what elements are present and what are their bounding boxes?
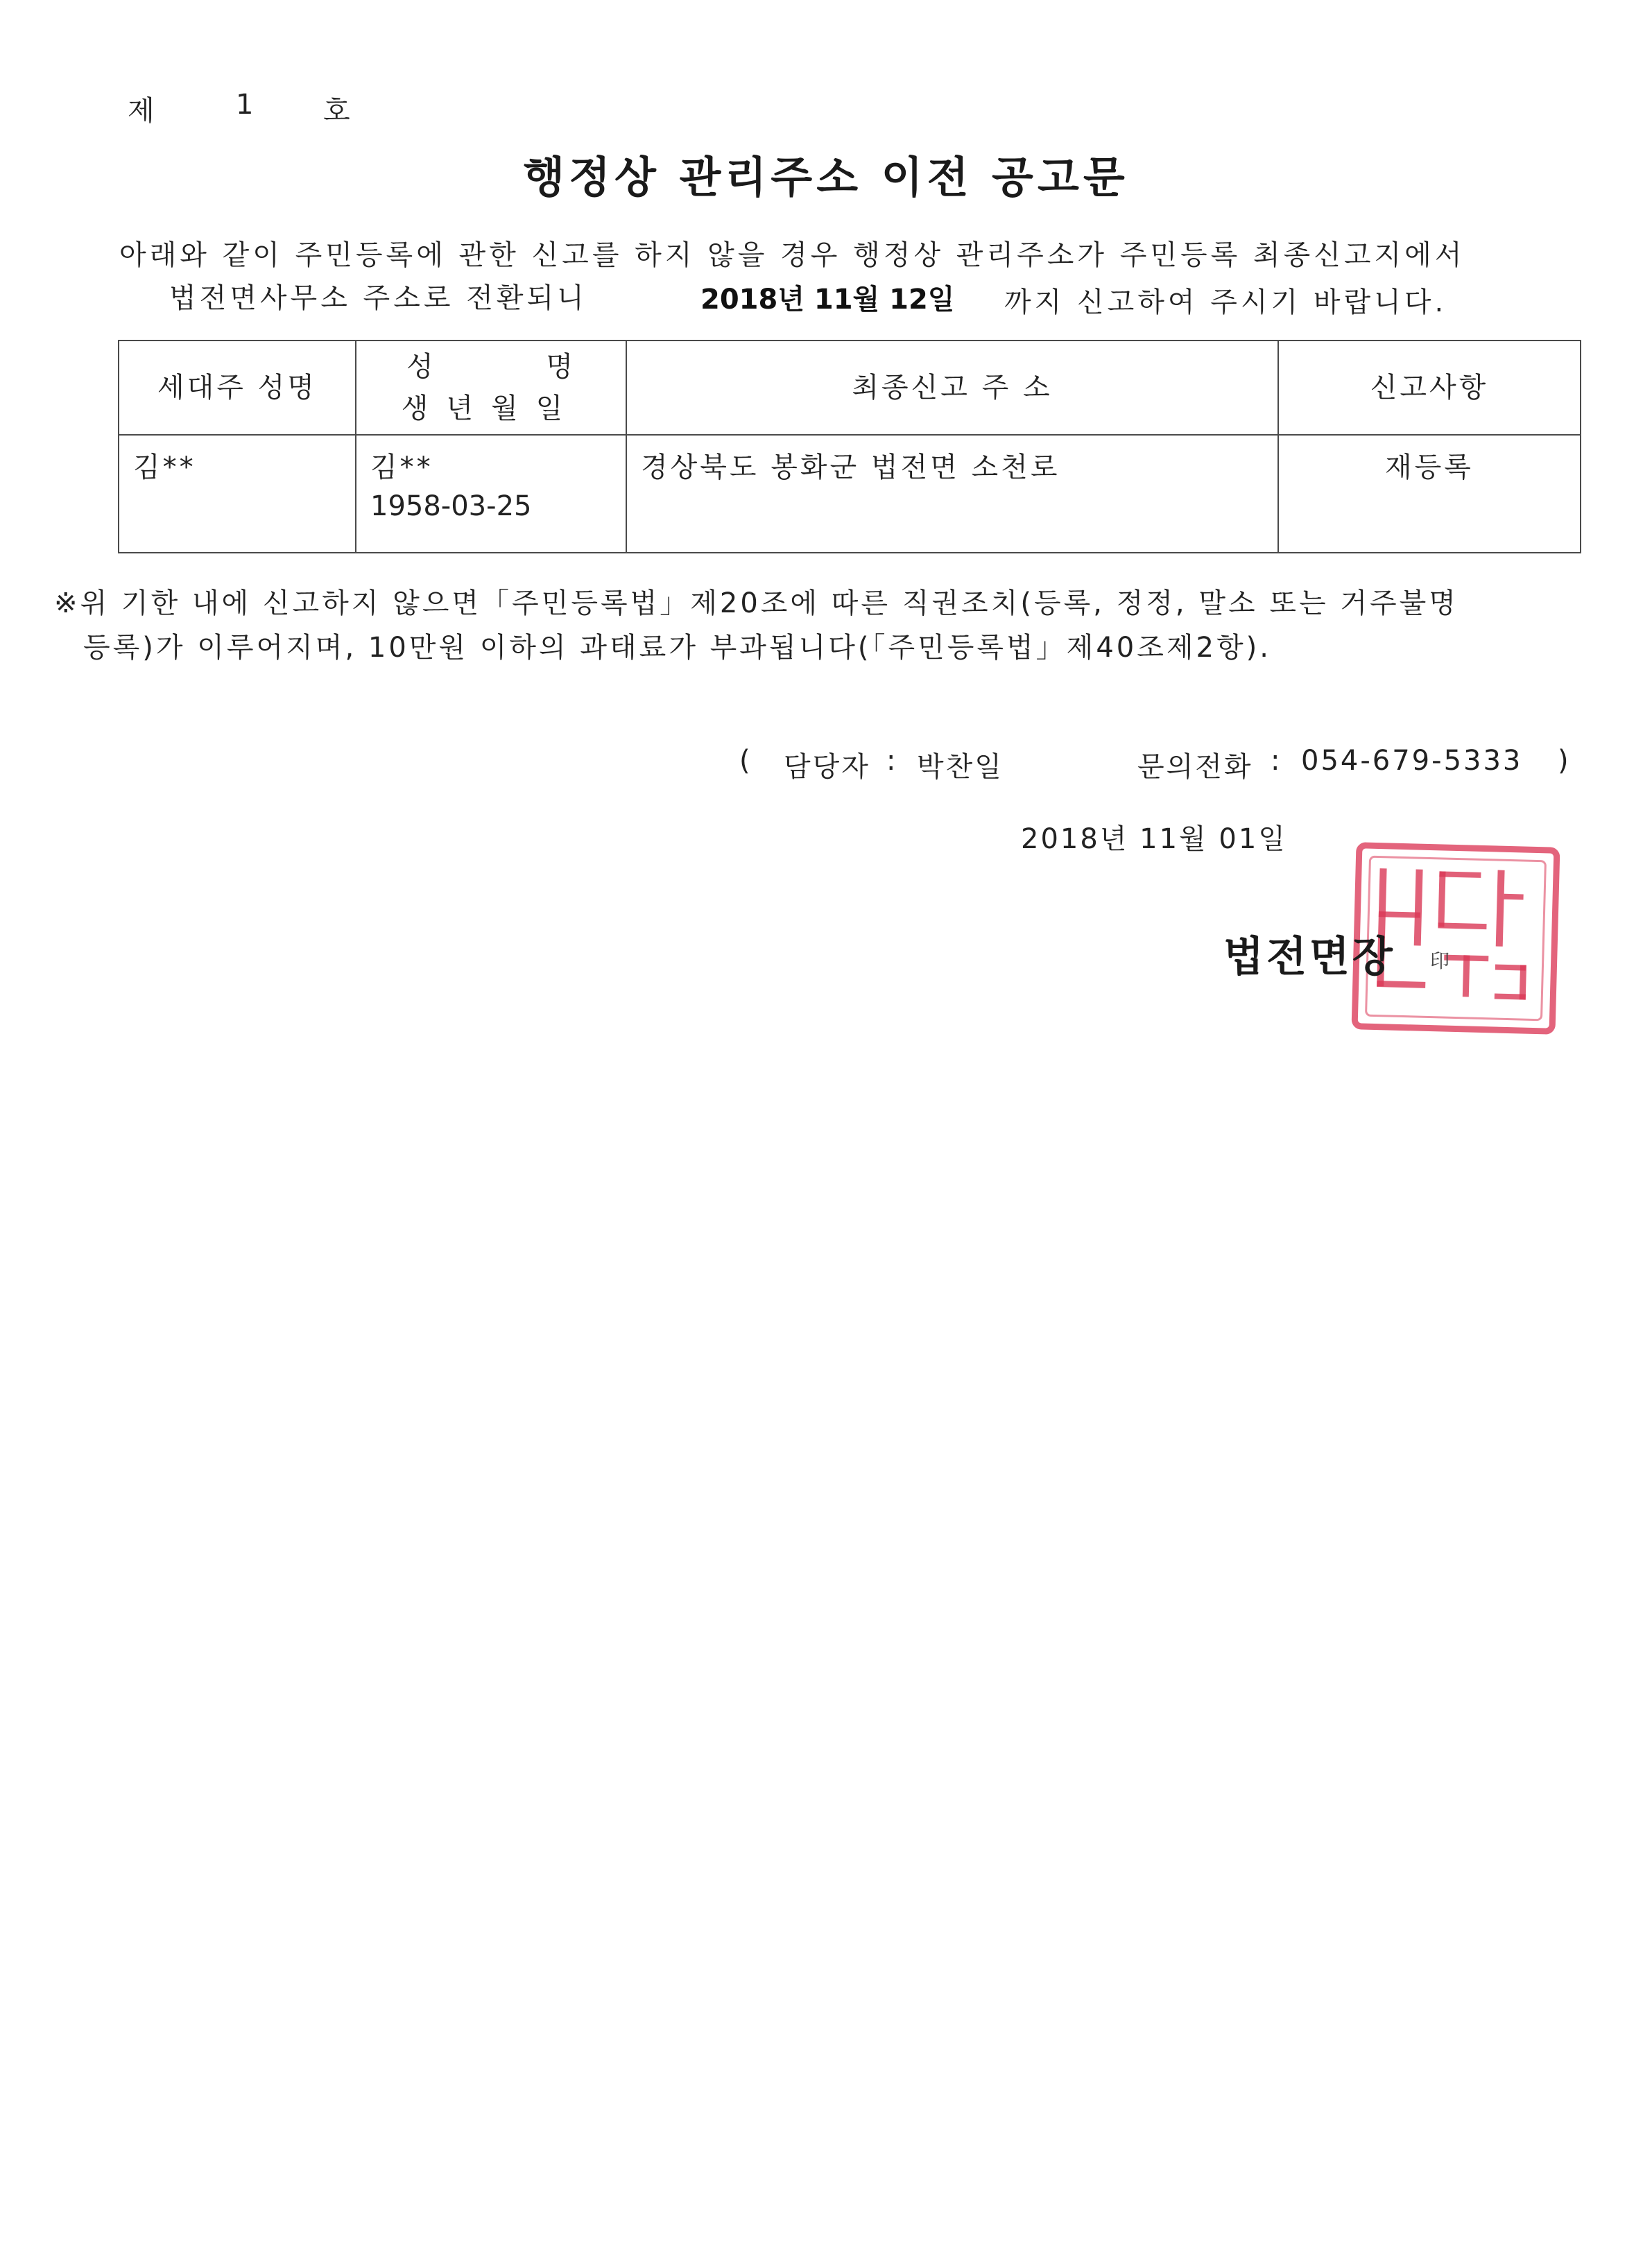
contact-open-paren: ( — [739, 745, 752, 777]
doc-number-prefix: 제 — [128, 95, 155, 127]
seal-label: 印 — [1430, 949, 1450, 972]
contact-phone: 054-679-5333 — [1301, 745, 1523, 777]
deadline-date: 2018년 11월 12일 — [700, 284, 955, 316]
contact-person-label: 담당자 — [784, 751, 870, 783]
cell-name-birth — [356, 435, 626, 553]
intro-line-2-start: 법전면사무소 주소로 전환되니 — [169, 282, 587, 314]
contact-colon-2: : — [1271, 745, 1282, 777]
footnote-line-2: 등록)가 이루어지며, 10만원 이하의 과태료가 부과됩니다(「주민등록법」제40조제2항). — [83, 632, 1271, 664]
contact-close-paren: ) — [1558, 745, 1571, 777]
issuer-name: 법전면장 — [1223, 933, 1395, 981]
footnote-line-1: ※위 기한 내에 신고하지 않으면「주민등록법」제20조에 따른 직권조치(등록, 정정, 말소 또는 거주불명 — [54, 587, 1459, 619]
table-header-row — [119, 341, 1581, 435]
doc-number-suffix: 호 — [323, 95, 350, 127]
contact-person-name: 박찬일 — [917, 751, 1004, 783]
doc-number-value: 1 — [236, 89, 254, 121]
intro-line-2-end: 까지 신고하여 주시기 바랍니다. — [1004, 286, 1447, 318]
cell-birth: 1958-03-25 — [370, 490, 532, 522]
header-householder: 세대주 성명 — [119, 341, 356, 435]
table-row — [119, 435, 1581, 553]
header-name-right: 명 — [546, 351, 576, 383]
cell-householder: 김** — [119, 435, 356, 553]
contact-colon-1: : — [886, 745, 898, 777]
cell-address: 경상북도 봉화군 법전면 소천로 — [626, 435, 1278, 553]
header-name-birth — [356, 341, 626, 435]
header-birth: 생년월일 — [401, 393, 581, 424]
cell-name: 김** — [370, 451, 433, 483]
issue-date: 2018년 11월 01일 — [1021, 823, 1287, 855]
cell-report: 재등록 — [1278, 435, 1581, 553]
header-name-left: 성 — [406, 351, 436, 383]
notice-table — [118, 340, 1581, 553]
intro-line-1: 아래와 같이 주민등록에 관한 신고를 하지 않을 경우 행정상 관리주소가 주민등록 최종신고지에서 — [119, 239, 1465, 271]
contact-phone-label: 문의전화 — [1137, 751, 1253, 783]
header-report: 신고사항 — [1278, 341, 1581, 435]
page-title: 행정상 관리주소 이전 공고문 — [523, 152, 1129, 203]
header-address: 최종신고 주 소 — [626, 341, 1278, 435]
